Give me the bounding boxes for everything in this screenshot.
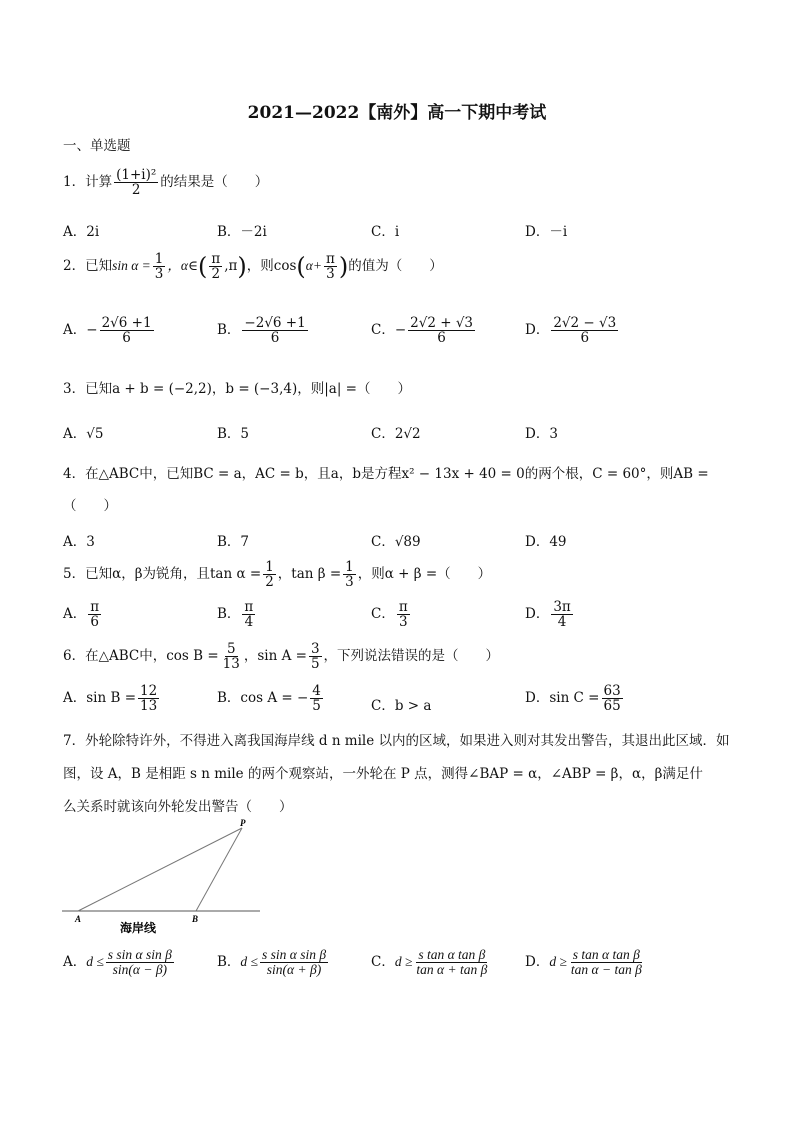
q5-option-a [63,600,103,629]
q7-c-frac [414,948,489,977]
q7-a-den: sin(α − β) [112,962,168,978]
q2-d-den: 6 [580,330,590,347]
q2-a-frac [100,316,154,345]
question-2 [63,252,443,281]
q7-a-frac [106,948,174,977]
q5-suffix: ，则α + β =（ ） [357,566,492,583]
q3-option-c: C．2√2 [371,426,421,442]
q7-figure [60,815,270,940]
q2-b-num: −2√6 +1 [244,315,306,331]
q2-paren2: ( [296,252,306,281]
q5-c-den: 3 [398,614,408,631]
q1-num: (1+i)² [116,167,157,183]
q2-d-frac [551,316,618,345]
q6-b-num: 4 [312,683,321,699]
q7-option-d [525,948,646,977]
q6-f2d: 5 [310,656,320,673]
page-title: 2021—2022【南外】高一下期中考试 [247,103,547,123]
q6-d-den: 65 [603,698,621,715]
q7-a-lhs: d ≤ [86,954,104,970]
q2-b-label: B． [217,322,241,339]
q5-c-label: C． [371,606,395,623]
q3-option-a: A．√5 [63,426,104,442]
q2-mid: ，α∈ [167,258,198,274]
q5-d-frac [551,600,572,629]
q6-option-a [63,684,161,713]
q6-suffix: ，下列说法错误的是（ ） [323,648,500,665]
q2-f3d: 3 [326,266,335,283]
q5-c-num: π [398,599,408,615]
q5-prefix: 5．已知α，β为锐角，且tan α = [63,566,262,583]
q2-f1d: 3 [154,266,164,283]
section-heading: 一、单选题 [63,138,131,154]
q5-b-frac [242,600,255,629]
q2-c-sign: − [394,322,407,339]
q7-b-lhs: d ≤ [240,954,258,970]
q2-paren: ( [197,252,208,281]
q4-option-b: B．7 [217,534,250,550]
label-coast: 海岸线 [120,921,157,935]
q1-option-b: B．－2i [217,224,267,240]
q1-option-d: D．－i [525,224,568,240]
q5-f1d: 2 [265,574,274,591]
q7-b-frac [260,948,328,977]
q6-frac2 [309,642,322,671]
q7-d-den: tan α − tan β [570,962,642,978]
q2-a-sign: − [86,322,98,339]
q2-option-c [371,316,477,345]
q5-option-b [217,600,257,629]
q2-option-a [63,316,156,345]
q7-b-den: sin(α + β) [266,962,322,978]
q5-frac2 [343,560,356,589]
q7-c-num: s tan α tan β [418,947,486,962]
question-1 [63,168,268,197]
q7-c-den: tan α + tan β [416,962,488,978]
q7-b-num: s sin α sin β [261,947,327,962]
q5-c-frac [397,600,410,629]
q2-f1n: 1 [154,251,164,267]
q2-option-b [217,316,310,345]
q5-a-den: 6 [90,614,99,631]
q6-f1n: 5 [226,641,236,657]
q7-d-lhs: d ≥ [549,954,567,970]
q6-prefix: 6．在△ABC中，cos B = [63,648,219,665]
q7-a-label: A． [63,954,87,971]
q1-fraction [114,168,158,197]
q3-option-d: D．3 [525,426,558,442]
q6-option-c: C．b > a [371,698,432,714]
q1-den: 2 [131,182,141,199]
q4-option-a: A．3 [63,534,95,550]
q7-option-a [63,948,176,977]
segment-bp [196,828,242,911]
q4-option-d: D．49 [525,534,567,550]
q5-mid: ，tan β = [277,566,342,583]
question-7-line1: 7．外轮除特许外，不得进入离我国海岸线 d n mile 以内的区域，如果进入则对其发出警告，其退出此区域．如 [63,733,730,749]
q6-d-label: D．sin C = [525,690,600,707]
q5-f2n: 1 [345,559,354,575]
q6-frac1 [221,642,242,671]
q5-b-den: 4 [244,614,254,631]
q2-d-label: D． [525,322,550,339]
q6-a-num: 12 [140,683,158,699]
q5-option-c [371,600,412,629]
q6-a-frac [138,684,159,713]
q6-option-d [525,684,625,713]
label-b: B [192,914,199,924]
q5-d-label: D． [525,606,550,623]
q5-a-frac [88,600,101,629]
q2-suffix: 的值为（ ） [348,258,443,275]
q6-a-den: 13 [140,698,158,715]
q2-paren-close: ) [237,252,247,281]
q2-sin: sin α = [112,258,151,274]
q6-d-num: 63 [603,683,621,699]
q5-option-d [525,600,575,629]
q1-prefix: 1．计算 [63,174,113,191]
q1-option-c: C．i [371,224,400,240]
label-a: A [75,914,82,924]
q5-d-num: 3π [553,599,571,615]
q5-a-num: π [90,599,100,615]
q2-c-frac [408,316,475,345]
segment-ap [78,828,242,911]
q7-c-lhs: d ≥ [394,954,413,970]
q1-option-a: A．2i [63,224,100,240]
q4-option-c: C．√89 [371,534,421,550]
q7-d-label: D． [525,954,550,971]
q7-a-num: s sin α sin β [107,947,172,962]
q2-c-label: C． [371,322,395,339]
q6-mid: ，sin A = [243,648,307,665]
q2-a-num: 2√6 +1 [101,315,152,331]
q2-a-label: A． [63,322,87,339]
q2-paren2-close: ) [338,252,349,281]
q2-pi: ,π [224,258,238,275]
q5-f2d: 3 [345,574,354,591]
q2-cos: ，则cos [246,258,297,275]
q6-f2n: 3 [310,641,320,657]
q7-c-label: C． [371,954,395,971]
q6-option-b [217,684,325,713]
q2-f3n: π [325,251,335,267]
q2-a-den: 6 [122,330,131,347]
question-4-line1: 4．在△ABC中，已知BC = a，AC = b，且a，b是方程x² − 13x + 40 = 0的两个根，C = 60°，则AB = [63,466,709,482]
q2-f2d: 2 [211,266,221,283]
q2-frac1 [153,252,166,281]
q3-option-b: B．5 [217,426,250,442]
q2-c-den: 6 [437,330,446,347]
q6-b-label: B．cos A = − [217,690,309,707]
q2-frac2 [209,252,222,281]
q5-a-label: A． [63,606,87,623]
q2-b-den: 6 [270,330,280,347]
label-p: P [240,818,246,828]
q2-d-num: 2√2 − √3 [553,315,617,331]
question-4-line2: （ ） [63,498,117,514]
q6-b-frac [310,684,323,713]
q7-option-b [217,948,330,977]
q5-f1n: 1 [265,559,274,575]
question-7-line3: 么关系时就该向外轮发出警告（ ） [63,799,293,815]
q2-prefix: 2．已知 [63,258,113,275]
question-3: 3．已知a + b = (−2,2)，b = (−3,4)，则|a| =（ ） [63,381,411,397]
q7-d-frac [569,948,644,977]
q5-b-label: B． [217,606,241,623]
q7-d-num: s tan α tan β [572,947,640,962]
q1-suffix: 的结果是（ ） [160,174,269,191]
question-6 [63,642,499,671]
q7-option-c [371,948,491,977]
q5-b-num: π [244,599,254,615]
q2-frac3 [324,252,337,281]
question-7-line2: 图，设 A，B 是相距 s n mile 的两个观察站，一外轮在 P 点，测得∠BAP = α，∠ABP = β，α，β满足什 [63,766,703,782]
q6-d-frac [602,684,623,713]
q2-option-d [525,316,620,345]
q2-c-num: 2√2 + √3 [410,315,474,331]
q6-b-den: 5 [312,698,321,715]
q5-frac1 [263,560,276,589]
q2-b-frac [242,316,307,345]
q2-f2n: π [211,251,221,267]
question-5 [63,560,491,589]
q2-alpha: α+ [305,258,322,274]
q7-b-label: B． [217,954,241,971]
q6-f1d: 13 [222,656,240,673]
q6-a-label: A．sin B = [63,690,137,707]
q5-d-den: 4 [557,614,567,631]
